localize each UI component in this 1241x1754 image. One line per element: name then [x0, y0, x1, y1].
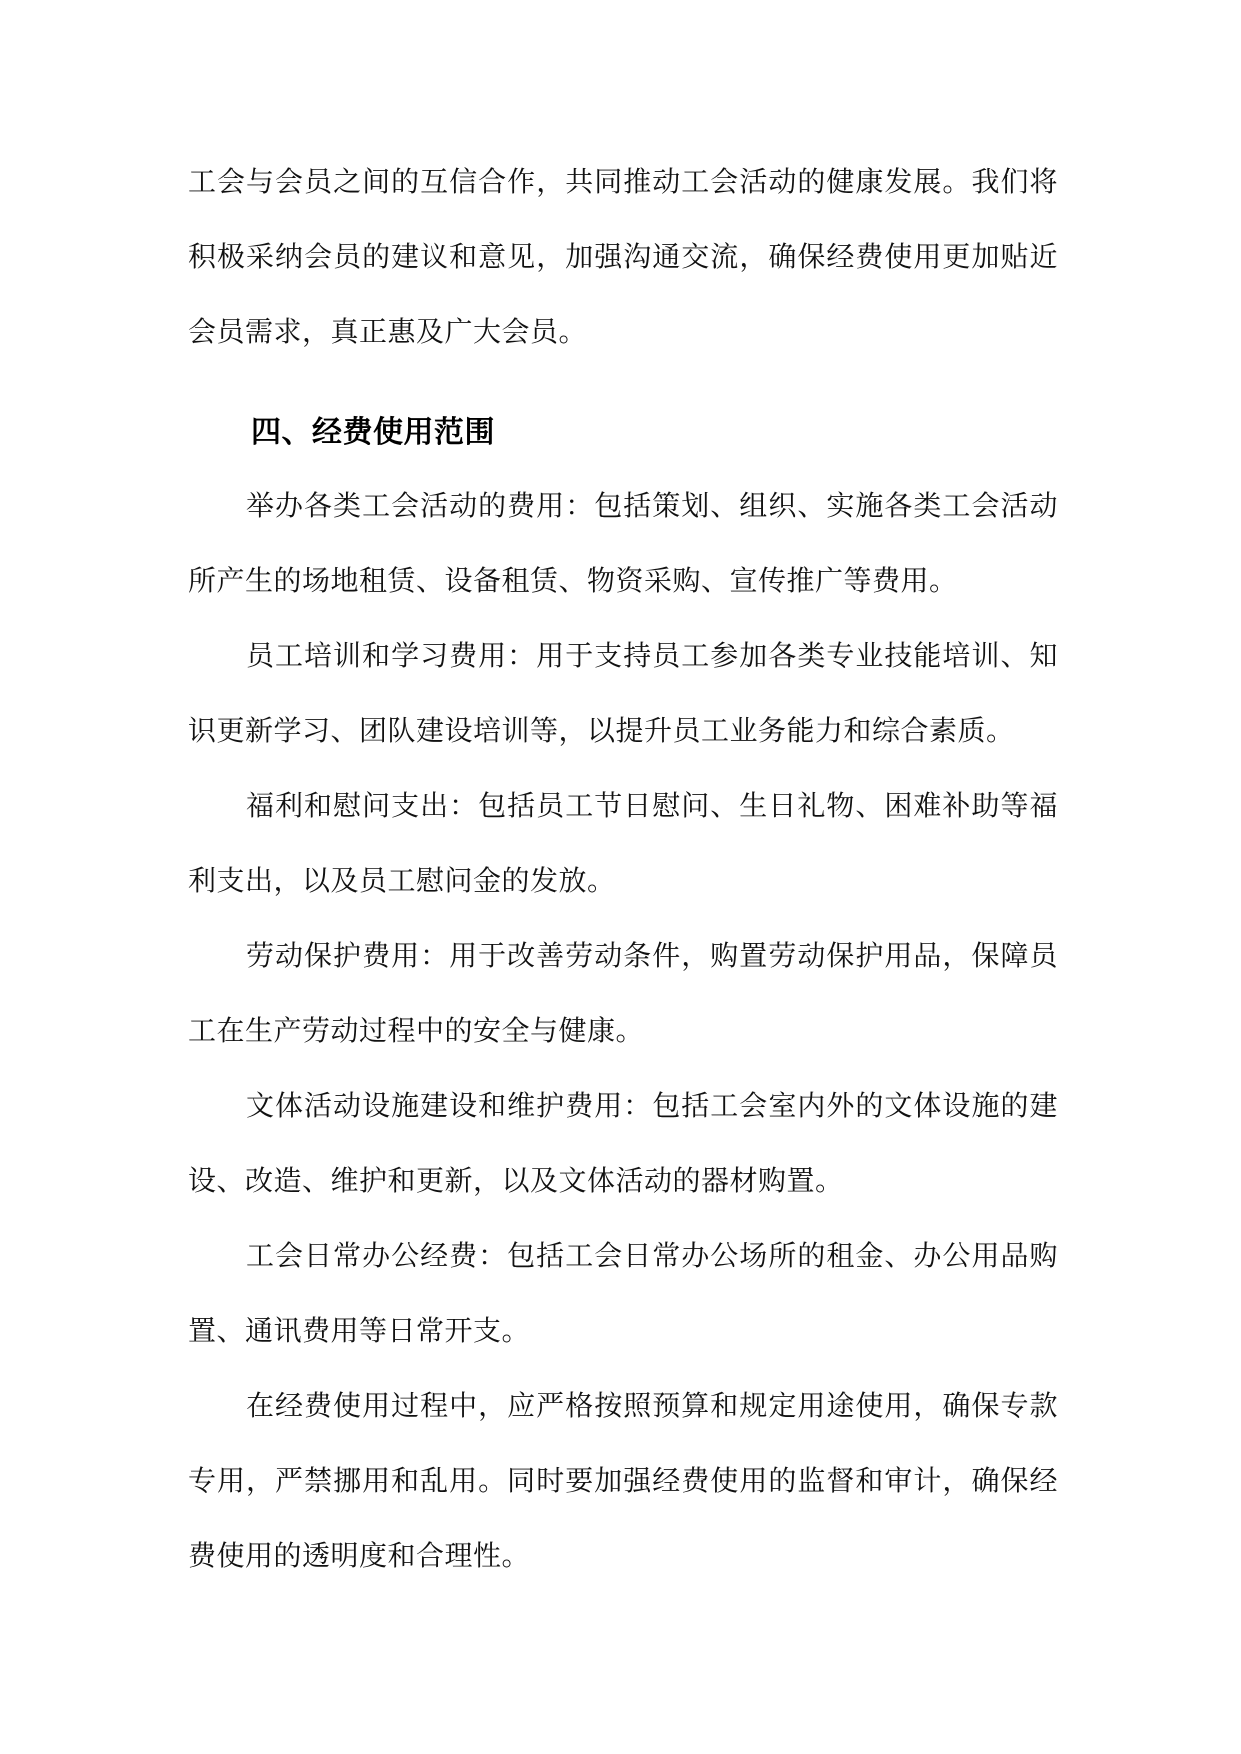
- paragraph-usage-principles: 在经费使用过程中，应严格按照预算和规定用途使用，确保专款专用，严禁挪用和乱用。同时要加强经费使用的监督和审计，确保经费使用的透明度和合理性。: [188, 1389, 1058, 1572]
- section-heading: 四、经费使用范围: [251, 415, 495, 450]
- intro-paragraph: 工会与会员之间的互信合作，共同推动工会活动的健康发展。我们将积极采纳会员的建议和意见，加强沟通交流，确保经费使用更加贴近会员需求，真正惠及广大会员。: [188, 165, 1058, 348]
- document-body: [188, 144, 1058, 1593]
- paragraph-training-costs: 员工培训和学习费用：用于支持员工参加各类专业技能培训、知识更新学习、团队建设培训等，以提升员工业务能力和综合素质。: [188, 639, 1058, 747]
- paragraph-facility-maintenance: 文体活动设施建设和维护费用：包括工会室内外的文体设施的建设、改造、维护和更新，以及文体活动的器材购置。: [188, 1089, 1058, 1197]
- paragraph-welfare-expenses: 福利和慰问支出：包括员工节日慰问、生日礼物、困难补助等福利支出，以及员工慰问金的发放。: [188, 789, 1058, 897]
- paragraph-labor-protection: 劳动保护费用：用于改善劳动条件，购置劳动保护用品，保障员工在生产劳动过程中的安全与健康。: [188, 939, 1058, 1047]
- paragraph-office-expenses: 工会日常办公经费：包括工会日常办公场所的租金、办公用品购置、通讯费用等日常开支。: [188, 1239, 1058, 1347]
- paragraph-activity-costs: 举办各类工会活动的费用：包括策划、组织、实施各类工会活动所产生的场地租赁、设备租赁、物资采购、宣传推广等费用。: [188, 489, 1058, 597]
